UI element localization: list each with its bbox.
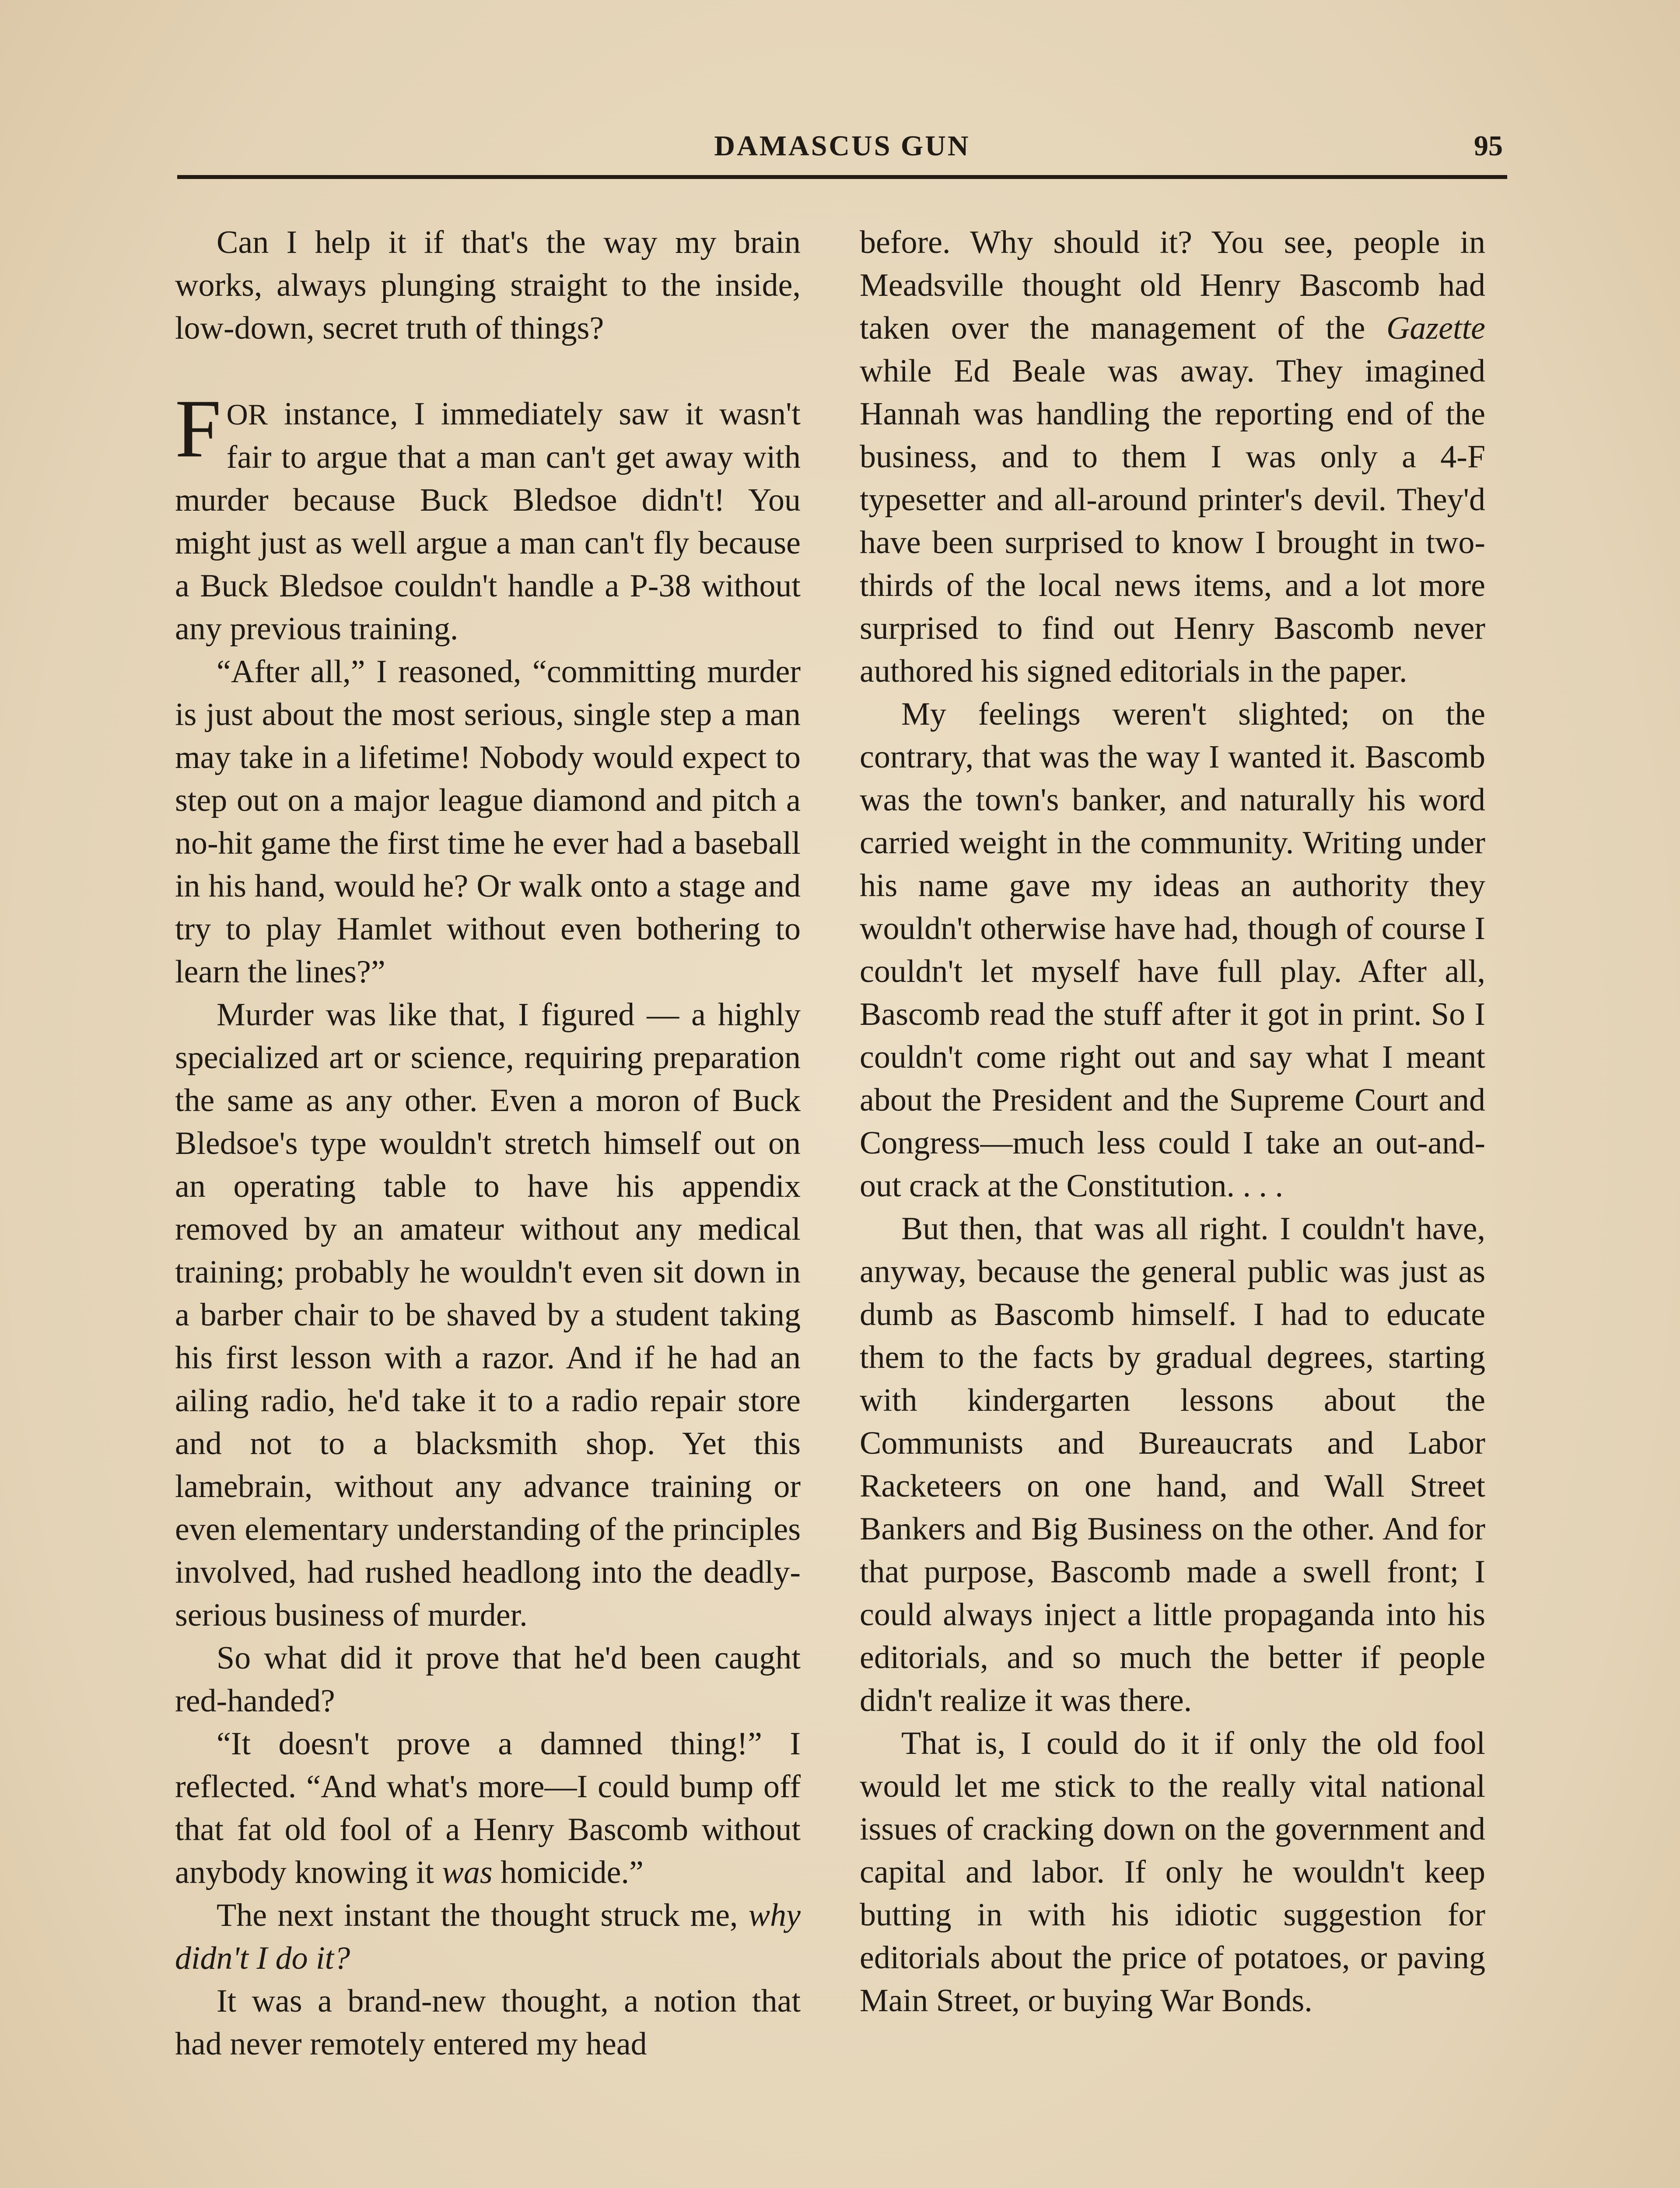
drop-cap: F [175,383,221,475]
paragraph-dropcap [175,383,801,650]
running-header [177,122,1507,174]
italic-text: why didn't I do it? [175,1897,801,1976]
paragraph: It was a brand-new thought, a notion that had never remotely entered my head [175,1983,801,2062]
paragraph: Can I help it if that's the way my brain works, always plunging straight to the inside, low-down, secret truth of things? [175,224,801,346]
paragraph [175,1722,801,1894]
paragraph: So what did it prove that he'd been caught red-handed? [175,1640,801,1719]
running-title: DAMASCUS GUN [714,130,970,162]
paragraph-text: The next instant the thought struck me, [217,1897,749,1933]
right-column [860,221,1485,2022]
paragraph: Murder was like that, I figured — a highly specialized art or science, requiring preparation the same as any other. Even a moron of Buck Bledsoe's type wouldn't stretch himself out on an operating table to have his appendix removed by an amateur without any medical training; probably he wouldn't even sit down in a barber chair to be shaved by a student taking his first lesson with a razor. And if he had an ailing radio, he'd take it to a radio repair store and not to a blacksmith shop. Yet this lamebrain, without any advance training or even elementary understanding of the principles involved, had rushed headlong into the deadly-serious business of murder. [175,997,801,1633]
paragraph [860,221,1485,693]
paragraph: My feelings weren't slighted; on the contrary, that was the way I wanted it. Bascomb was the town's banker, and naturally his word carried weight in the community. Writing under his name gave my ideas an authority they wouldn't otherwise have had, though of course I couldn't let myself have full play. After all, Bascomb read the stuff after it got in print. So I couldn't come right out and say what I meant about the President and the Supreme Court and Congress—much less could I take an out-and-out crack at the Constitution. . . . [860,696,1485,1204]
paragraph-text: instance, I immediately saw it wasn't fair to argue that a man can't get away with murder because Buck Bledsoe didn't! You might just as well argue a man can't fly because a Buck Bledsoe couldn't handle a P-38 without any previous training. [175,396,801,647]
left-column [175,221,801,2065]
header-rule [177,175,1507,179]
page-number: 95 [1474,130,1503,162]
paragraph-text: before. Why should it? You see, people in Meadsville thought old Henry Bascomb had taken over the management of the [860,224,1485,346]
drop-cap-word: OR [226,398,268,431]
italic-text: Gazette [1386,310,1485,346]
paragraph: That is, I could do it if only the old fool would let me stick to the really vital national issues of cracking down on the government and capital and labor. If only he wouldn't keep butting in with his idiotic suggestion for editorials about the price of potatoes, or paving Main Street, or buying War Bonds. [860,1725,1485,2019]
paragraph [175,1894,801,1980]
italic-text: was [442,1855,493,1890]
paragraph-text: homicide.” [492,1855,644,1890]
paragraph: “After all,” I reasoned, “committing murder is just about the most serious, single step a man may take in a lifetime! Nobody would expect to step out on a major league diamond and pitch a no-hit game the first time he ever had a baseball in his hand, would he? Or walk onto a stage and try to play Hamlet without even bothering to learn the lines?” [175,654,801,990]
paragraph-text: “It doesn't prove a damned thing!” I reflected. “And what's more—I could bump off that fat old fool of a Henry Bascomb without anybody knowing it [175,1726,801,1890]
paragraph-text: while Ed Beale was away. They imagined Hannah was handling the reporting end of the business, and to them I was only a 4-F typesetter and all-around printer's devil. They'd have been surprised to know I brought in two-thirds of the local news items, and a lot more surprised to find out Henry Bascomb never authored his signed editorials in the paper. [860,353,1485,689]
paragraph: But then, that was all right. I couldn't have, anyway, because the general public was just as dumb as Bascomb himself. I had to educate them to the facts by gradual degrees, starting with kindergarten lessons about the Communists and Bureaucrats and Labor Racketeers on one hand, and Wall Street Bankers and Big Business on the other. And for that purpose, Bascomb made a swell front; I could always inject a little propaganda into his editorials, and so much the better if people didn't realize it was there. [860,1211,1485,1718]
